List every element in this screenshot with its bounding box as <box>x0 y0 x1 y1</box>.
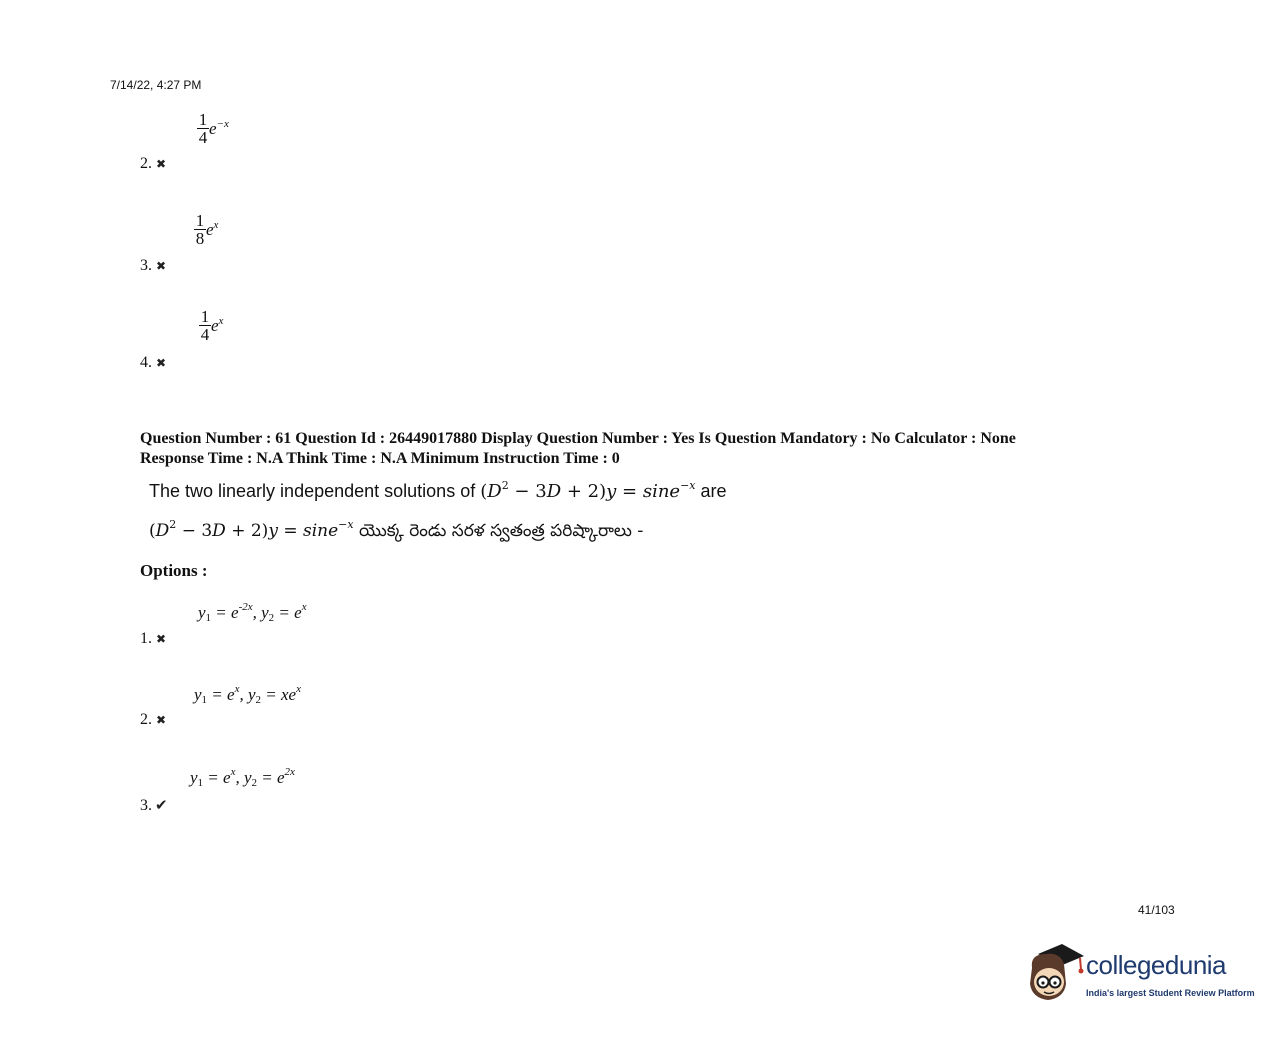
y2-exponent: x <box>296 683 301 695</box>
metadata-line-1: Question Number : 61 Question Id : 26449017880 Display Question Number : Yes Is Question Mandatory : No Calculator : None <box>140 430 1016 447</box>
prev-option-4-label <box>140 354 166 372</box>
options-heading: Options : <box>140 561 208 580</box>
option-number: 3. <box>140 257 152 274</box>
option-2-expression: $y_1 = e^x$, $y_2 = xe^x$ <box>194 683 301 706</box>
question-text-english <box>149 479 727 502</box>
fraction-denominator: 8 <box>195 229 205 248</box>
exp-power: x <box>213 219 219 231</box>
exponential-term <box>206 220 218 239</box>
prev-option-2-label <box>140 155 166 173</box>
question-prefix: The two linearly independent solutions of <box>149 481 481 501</box>
option-3-expression: $y_1 = e^x$, $y_2 = e^{2x}$ <box>190 766 295 789</box>
y2-exponent: 2x <box>284 766 295 778</box>
option-3-label <box>140 796 168 815</box>
fraction-denominator: 4 <box>198 128 208 147</box>
prev-option-3-label <box>140 257 166 275</box>
collegedunia-logo <box>1024 940 1254 1010</box>
mascot-icon <box>1024 940 1084 1010</box>
fraction-denominator: 4 <box>200 325 210 344</box>
option-number: 4. <box>140 354 152 371</box>
option-number: 3. <box>140 797 152 814</box>
y2-prefix: x <box>281 685 289 704</box>
page-number: 41/103 <box>1138 903 1175 917</box>
fraction <box>194 213 206 246</box>
option-1-label <box>140 630 166 648</box>
option-number: 2. <box>140 711 152 728</box>
fraction-numerator: 1 <box>200 307 210 326</box>
fraction <box>197 112 209 145</box>
y1-exponent: x <box>230 766 236 778</box>
fraction <box>199 309 211 342</box>
exp-base: e <box>209 119 217 138</box>
fraction-numerator: 1 <box>195 211 205 230</box>
cross-icon: ✖ <box>156 259 167 273</box>
prev-option-3-expression <box>194 213 218 246</box>
exponential-term <box>209 119 229 138</box>
prev-option-4-expression <box>199 309 223 342</box>
exp-power: x <box>218 315 224 327</box>
question-metadata <box>140 429 1140 469</box>
print-timestamp: 7/14/22, 4:27 PM <box>110 78 202 92</box>
option-1-expression: $y_1 = e^{-2x}$, $y_2 = e^x$ <box>198 601 307 624</box>
exponential-term <box>211 316 223 335</box>
option-number: 2. <box>140 155 152 172</box>
metadata-line-2: Response Time : N.A Think Time : N.A Minimum Instruction Time : 0 <box>140 450 620 467</box>
option-number: 1. <box>140 630 152 647</box>
y2-exponent: x <box>301 601 307 613</box>
prev-option-2-expression <box>197 112 229 145</box>
y1-exponent: x <box>234 683 240 695</box>
check-icon: ✔ <box>155 796 168 814</box>
cross-icon: ✖ <box>156 632 167 646</box>
exp-power: −x <box>216 118 229 130</box>
question-suffix: యొక్క రెండు సరళ స్వతంత్ర పరిష్కారాలు - <box>353 521 644 541</box>
exp-base: e <box>211 316 219 335</box>
cross-icon: ✖ <box>156 713 167 727</box>
equation: $(D^2 - 3D + 2)y = \sin e^{-x}$ <box>480 479 696 502</box>
question-text-telugu <box>149 518 643 545</box>
question-suffix: are <box>695 481 727 501</box>
cross-icon: ✖ <box>156 157 167 171</box>
exp-base: e <box>206 220 214 239</box>
y1-exponent: -2x <box>238 601 253 613</box>
logo-wordmark: collegedunia <box>1086 950 1227 980</box>
cross-icon: ✖ <box>156 356 167 370</box>
equation: $(D^2 - 3D + 2)y = \sin e^{-x}$ <box>149 518 354 541</box>
fraction-numerator: 1 <box>198 110 208 129</box>
option-2-label <box>140 711 166 729</box>
logo-tagline: India's largest Student Review Platform <box>1086 988 1255 998</box>
